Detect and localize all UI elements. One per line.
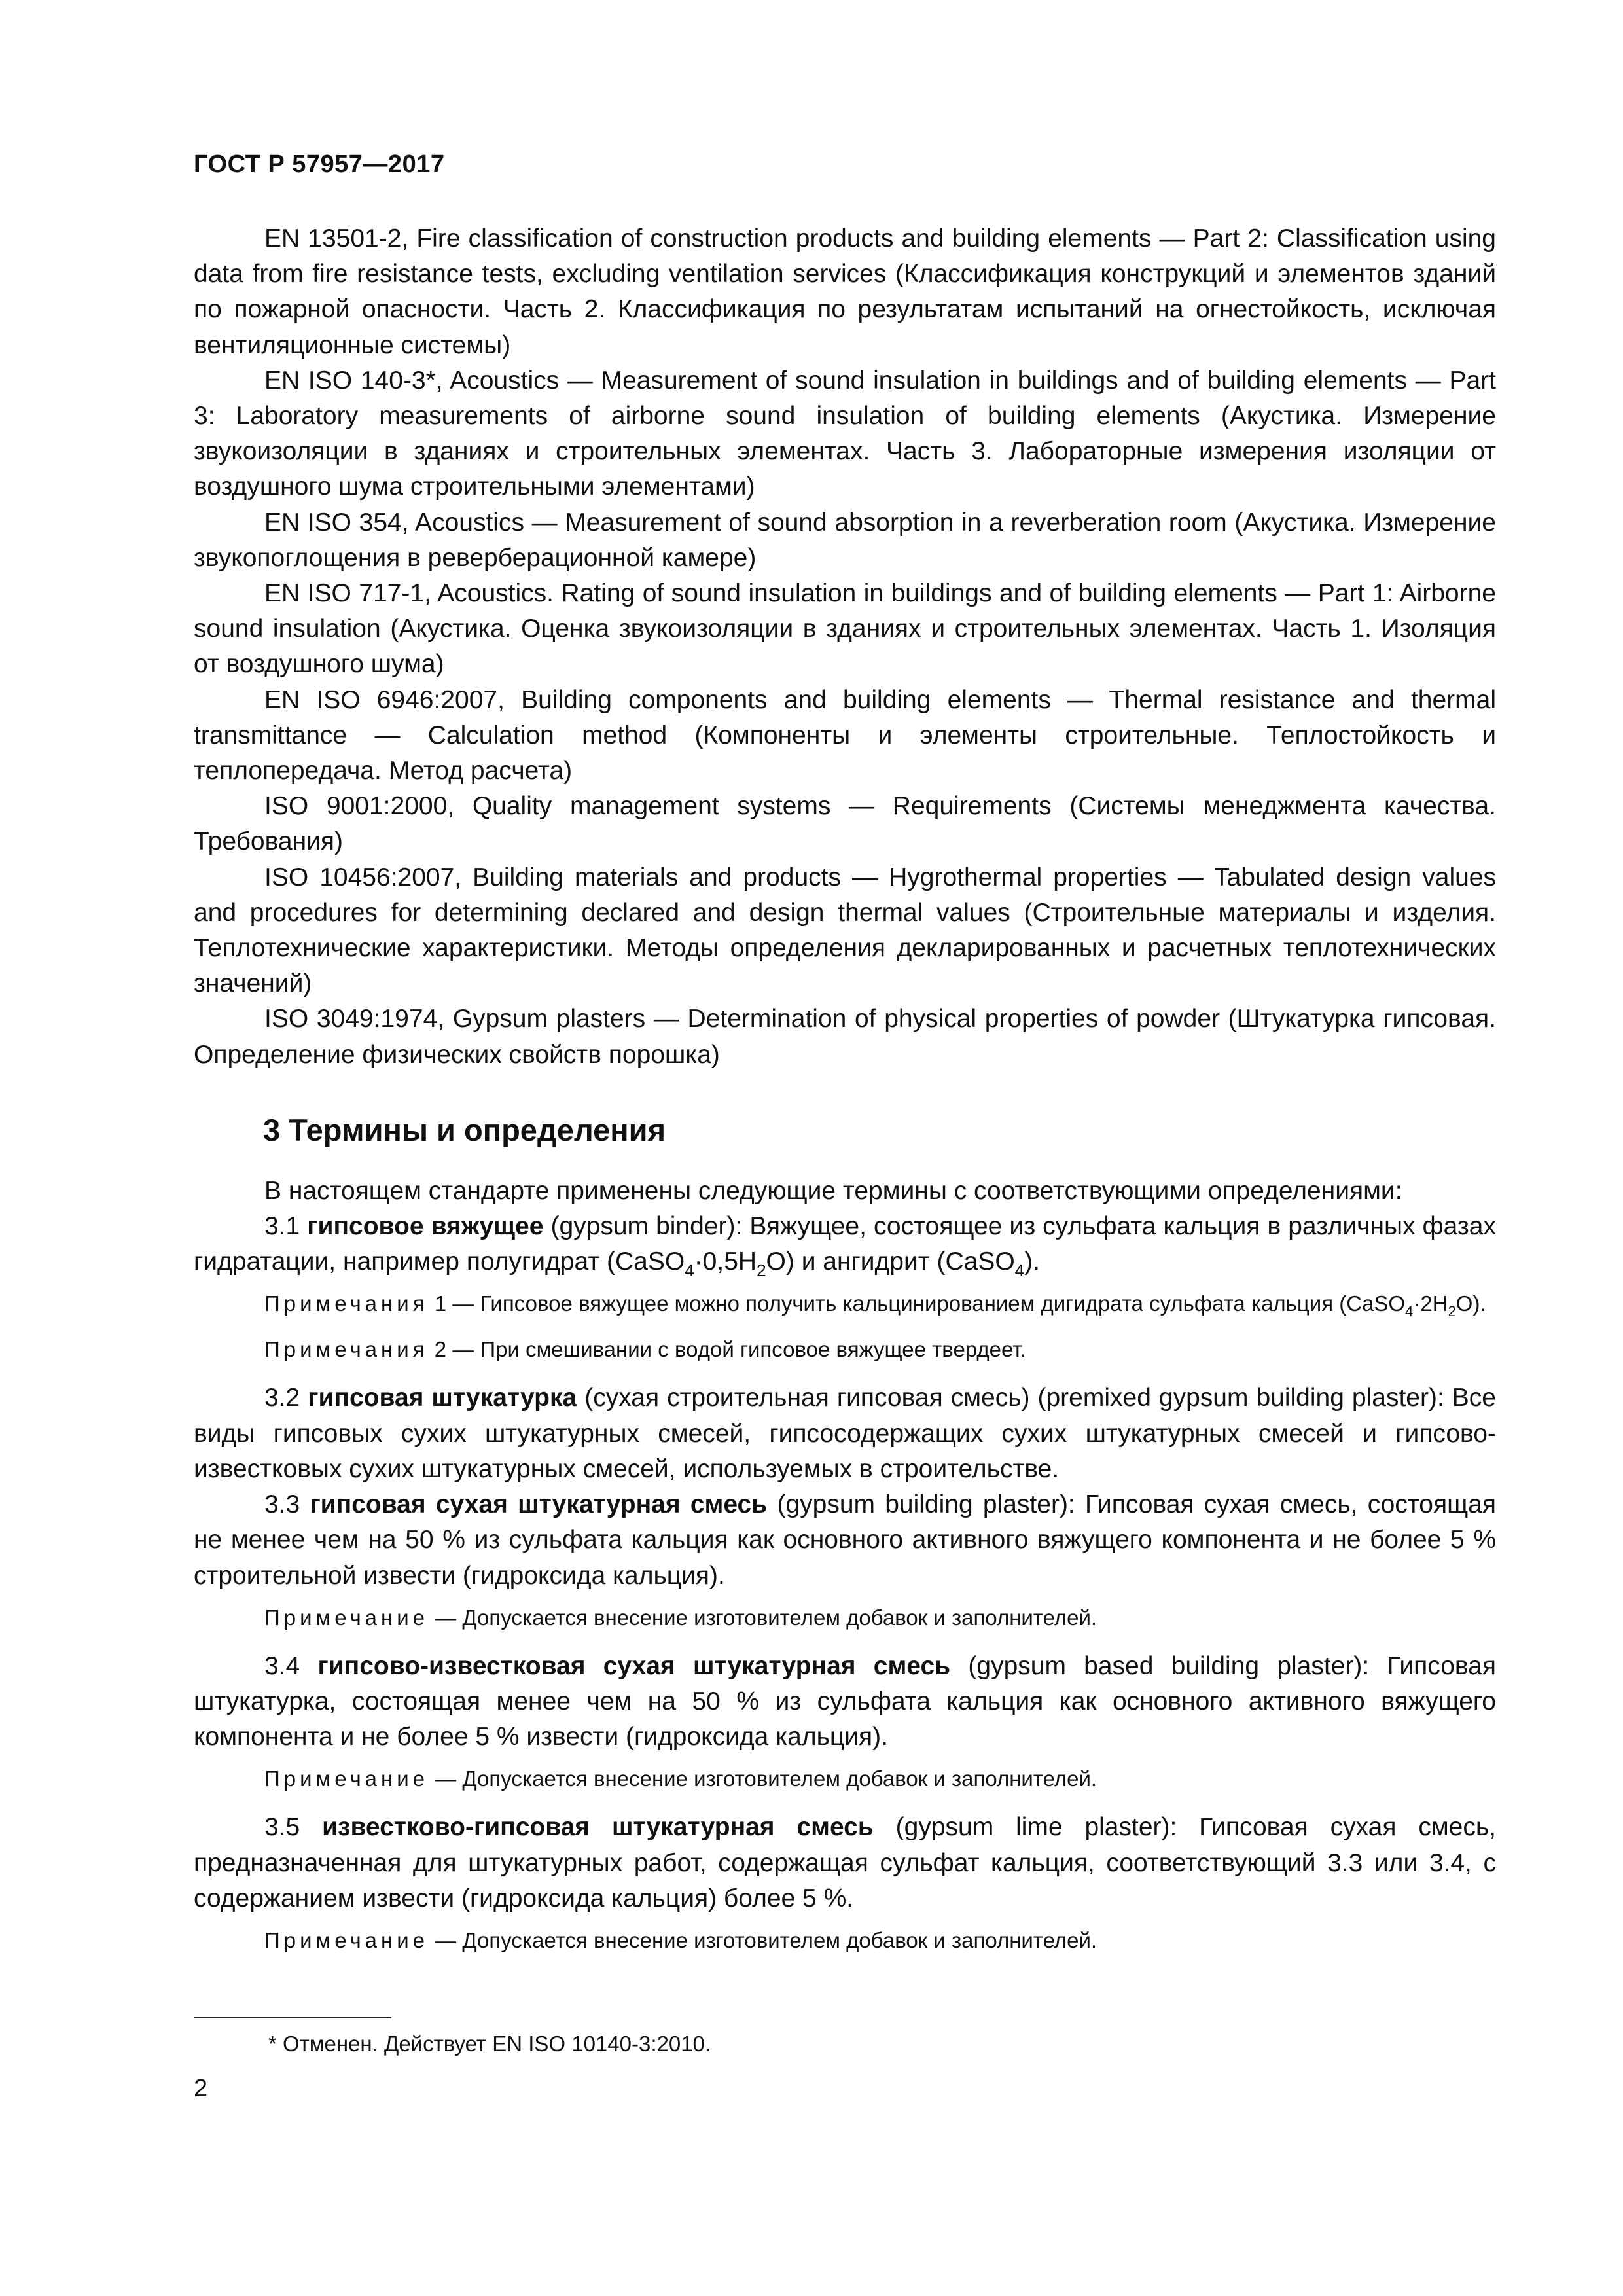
term-name: гипсовое вяжущее — [307, 1212, 544, 1241]
term-name: известково-гипсовая штукатурная смесь — [322, 1813, 874, 1842]
note-3-1-2: Примечания 2 — При смешивании с водой гипсовое вяжущее твердеет. — [264, 1337, 1026, 1362]
term-3-1: 3.1 гипсовое вяжущее (gypsum binder): Вяжущее, состоящее из сульфата кальция в различных фазах гидратации, например полугидрат $(CaSO_4\cdot 0,5H_2O)$ и ангидрит (CaSO$_4$). — [194, 1212, 1496, 1281]
reference-item: ISO 9001:2000, Quality management systems — Requirements (Системы менеджмента качества. Требования) — [194, 792, 1496, 856]
term-3-4: 3.4 гипсово-известковая сухая штукатурная смесь (gypsum based building plaster): Гипсовая штукатурка, состоящая менее чем на 50 % из сульфата кальция как основного активного вяжущего компонента и не более 5 % извести (гидроксида кальция). — [194, 1651, 1496, 1751]
reference-item: EN ISO 6946:2007, Building components and building elements — Thermal resistance and thermal transmittance — Calculation method (Компоненты и элементы строительные. Теплостойкость и теплопередача. Метод расчета) — [194, 685, 1496, 785]
document-header: ГОСТ Р 57957—2017 — [194, 151, 445, 178]
reference-item: ISO 10456:2007, Building materials and products — Hygrothermal properties — Tabulated design values and procedures for determining declared and design thermal values (Строительные материалы и изделия. Теплотехнические характеристики. Методы определения декларированных и расчетных теплотехнических значений) — [194, 863, 1496, 998]
note-3-5: Примечание — Допускается внесение изготовителем добавок и заполнителей. — [264, 1928, 1097, 1952]
section-intro: В настоящем стандарте применены следующие термины с соответствующими определениями: — [264, 1176, 1402, 1205]
note-3-1-1: Примечания 1 — Гипсовое вяжущее можно получить кальцинированием дигидрата сульфата кальция $(CaSO_4\cdot 2H_2O)$. — [264, 1291, 1486, 1320]
page-content — [194, 221, 1496, 1971]
terms-section — [194, 1174, 1496, 1956]
page-number: 2 — [194, 2075, 208, 2102]
reference-item: EN ISO 140-3*, Acoustics — Measurement of sound insulation in buildings and of building elements — Part 3: Laboratory measurements of airborne sound insulation of building elements (Акустика. Измерение звукоизоляции в зданиях и строительных элементах. Часть 3. Лабораторные измерения изоляции от воздушного шума строительными элементами) — [194, 366, 1496, 501]
section-title: 3 Термины и определения — [263, 1112, 666, 1147]
reference-item: EN ISO 717-1, Acoustics. Rating of sound insulation in buildings and of building elements — Part 1: Airborne sound insulation (Акустика. Оценка звукоизоляции в зданиях и строительных элементах. Часть 1. Изоляция от воздушного шума) — [194, 579, 1496, 679]
footnote-divider — [194, 2017, 391, 2018]
reference-item: EN ISO 354, Acoustics — Measurement of sound absorption in a reverberation room (Акустика. Измерение звукопоглощения в реверберационной камере) — [194, 508, 1497, 572]
term-name: гипсовая сухая штукатурная смесь — [310, 1490, 768, 1519]
footnote: * Отменен. Действует EN ISO 10140-3:2010. — [268, 2032, 711, 2056]
term-name: гипсовая штукатурка — [308, 1384, 577, 1412]
term-name: гипсово-известковая сухая штукатурная смесь — [317, 1651, 951, 1680]
note-3-4: Примечание — Допускается внесение изготовителем добавок и заполнителей. — [264, 1767, 1097, 1791]
term-3-2: 3.2 гипсовая штукатурка (сухая строительная гипсовая смесь) (premixed gypsum building plaster): Все виды гипсовых сухих штукатурных смесей, гипсосодержащих сухих штукатурных смесей и гипсово-известковых сухих штукатурных смесей, используемых в строительстве. — [194, 1384, 1496, 1483]
normative-references — [194, 221, 1496, 1073]
term-3-5: 3.5 известково-гипсовая штукатурная смесь (gypsum lime plaster): Гипсовая сухая смесь, предназначенная для штукатурных работ, содержащая сульфат кальция, соответствующий 3.3 или 3.4, с содержанием извести (гидроксида кальция) более 5 %. — [194, 1813, 1496, 1912]
note-3-3: Примечание — Допускается внесение изготовителем добавок и заполнителей. — [264, 1605, 1097, 1630]
reference-item: EN 13501-2, Fire classification of construction products and building elements — Part 2: Classification using data from fire resistance tests, excluding ventilation services (Классификация конструкций и элементов зданий по пожарной опасности. Часть 2. Классификация по результатам испытаний на огнестойкость, исключая вентиляционные системы) — [194, 224, 1496, 359]
term-3-3: 3.3 гипсовая сухая штукатурная смесь (gypsum building plaster): Гипсовая сухая смесь, состоящая не менее чем на 50 % из сульфата кальция как основного активного вяжущего компонента и не более 5 % строительной извести (гидроксида кальция). — [194, 1490, 1496, 1590]
reference-item: ISO 3049:1974, Gypsum plasters — Determination of physical properties of powder (Штукатурка гипсовая. Определение физических свойств порошка) — [194, 1005, 1496, 1069]
